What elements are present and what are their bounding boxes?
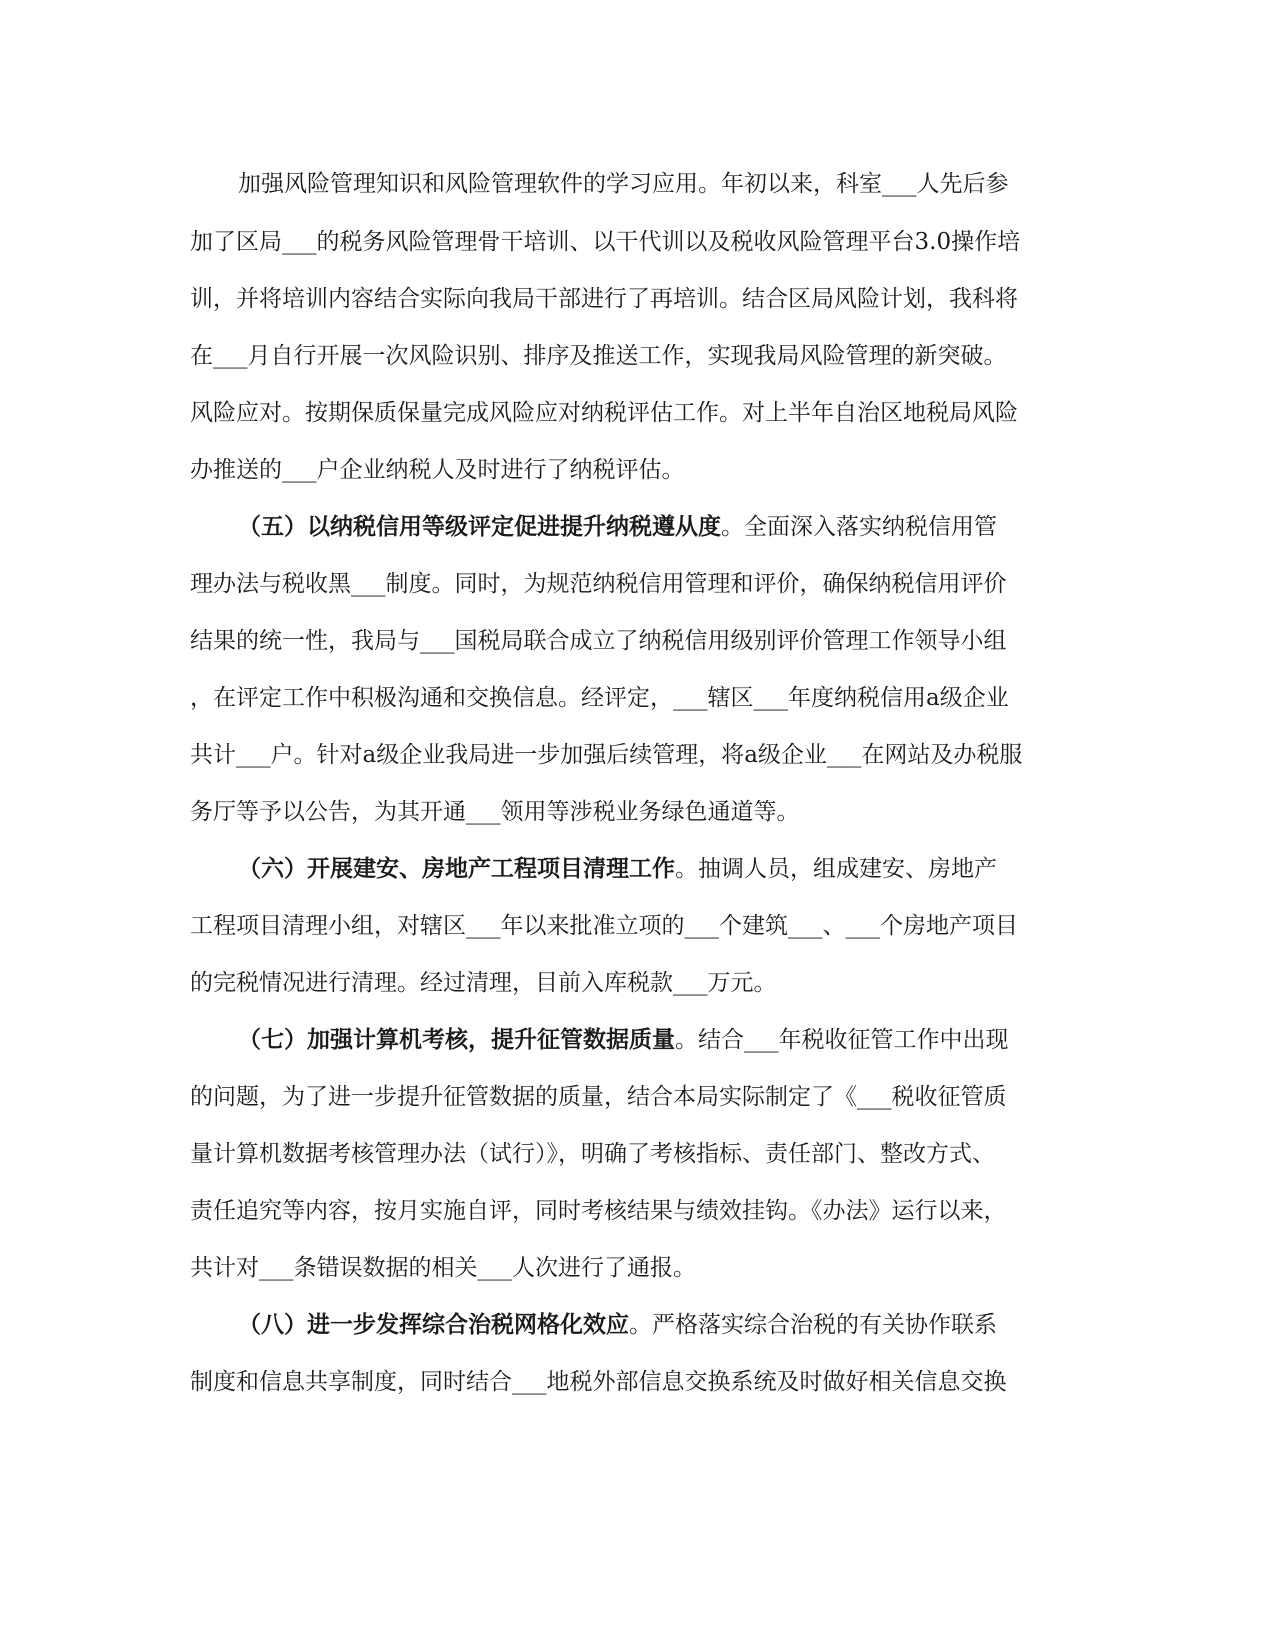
text-line: 的完税情况进行清理。经过清理，目前入库税款___万元。 <box>190 970 777 996</box>
text-line: 务厅等予以公告，为其开通___领用等涉税业务绿色通道等。 <box>190 799 800 825</box>
text-line: 在___月自行开展一次风险识别、排序及推送工作，实现我局风险管理的新突破。 <box>190 343 1007 369</box>
text-line: 理办法与税收黑___制度。同时，为规范纳税信用管理和评价，确保纳税信用评价 <box>190 571 1007 597</box>
text-line: 制度和信息共享制度，同时结合___地税外部信息交换系统及时做好相关信息交换 <box>190 1369 1007 1395</box>
text-line: 量计算机数据考核管理办法（试行）》，明确了考核指标、责任部门、整改方式、 <box>190 1141 995 1167</box>
section-heading-6: （六）开展建安、房地产工程项目清理工作 <box>238 855 675 882</box>
section-text: 。严格落实综合治税的有关协作联系 <box>629 1312 997 1338</box>
section-heading-7: （七）加强计算机考核，提升征管数据质量 <box>238 1026 675 1053</box>
text-line: 责任追究等内容，按月实施自评，同时考核结果与绩效挂钩。《办法》运行以来， <box>190 1198 1007 1224</box>
text-line: 风险应对。按期保质保量完成风险应对纳税评估工作。对上半年自治区地税局风险 <box>190 400 1018 426</box>
text-line: 结果的统一性，我局与___国税局联合成立了纳税信用级别评价管理工作领导小组 <box>190 628 1007 654</box>
text-line: 加强风险管理知识和风险管理软件的学习应用。年初以来，科室___人先后参 <box>238 171 1009 197</box>
text-line: 的问题，为了进一步提升征管数据的质量，结合本局实际制定了《___税收征管质 <box>190 1084 1007 1110</box>
text-line: 训，并将培训内容结合实际向我局干部进行了再培训。结合区局风险计划，我科将 <box>190 286 1018 312</box>
text-line: 加了区局___的税务风险管理骨干培训、以干代训以及税收风险管理平台3.0操作培 <box>190 229 1021 255</box>
section-text: 。结合___年税收征管工作中出现 <box>675 1027 1009 1053</box>
paragraph-heading-line <box>238 512 1090 542</box>
section-heading-5: （五）以纳税信用等级评定促进提升纳税遵从度 <box>238 513 721 540</box>
section-text: 。全面深入落实纳税信用管 <box>721 514 997 540</box>
section-text: 。抽调人员，组成建安、房地产 <box>675 856 997 882</box>
text-line: 共计对___条错误数据的相关___人次进行了通报。 <box>190 1255 696 1281</box>
paragraph-heading-line <box>238 1310 1090 1340</box>
paragraph-heading-line <box>238 1025 1090 1055</box>
paragraph-heading-line <box>238 854 1090 884</box>
text-line: 工程项目清理小组，对辖区___年以来批准立项的___个建筑___、___个房地产项目 <box>190 913 1018 939</box>
text-line: 办推送的___户企业纳税人及时进行了纳税评估。 <box>190 457 685 483</box>
text-line: ，在评定工作中积极沟通和交换信息。经评定，___辖区___年度纳税信用a级企业 <box>190 685 1009 711</box>
text-line: 共计___户。针对a级企业我局进一步加强后续管理，将a级企业___在网站及办税服 <box>190 742 1023 768</box>
section-heading-8: （八）进一步发挥综合治税网格化效应 <box>238 1311 629 1338</box>
